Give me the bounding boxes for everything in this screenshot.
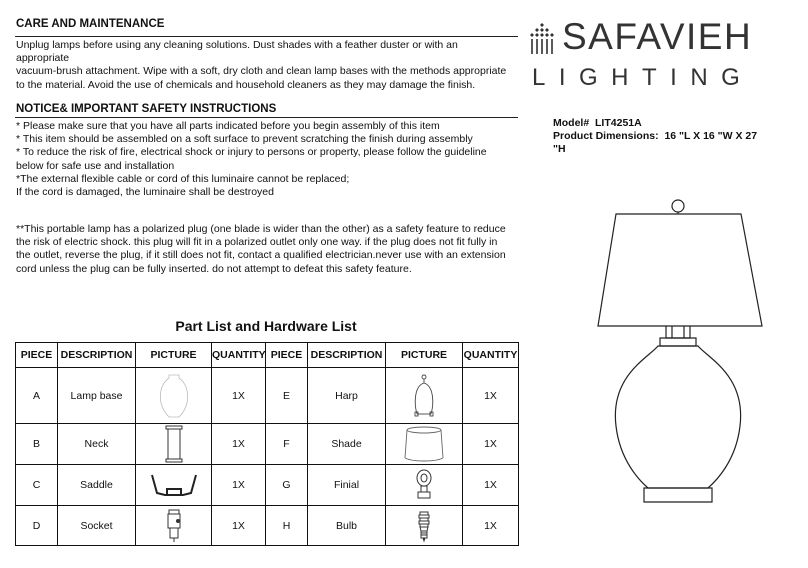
- table-row: [16, 465, 519, 506]
- piece-cell: G: [266, 465, 308, 506]
- column-header: PIECE: [16, 343, 58, 368]
- column-header: PIECE: [266, 343, 308, 368]
- plug-note-line: cord unless the plug can be fully inserted. do not attempt to defeat this safety feature.: [16, 262, 412, 275]
- dimensions-value-cont: "H: [553, 143, 566, 155]
- plug-note-line: the outlet, reverse the plug, if it still does not fit, contact a qualified electrician.never use with an extension: [16, 249, 506, 262]
- piece-cell: H: [266, 506, 308, 546]
- notice-line: *The external flexible cable or cord of this luminaire cannot be replaced;: [16, 172, 350, 185]
- model-value: LIT4251A: [595, 117, 642, 129]
- product-info: [553, 117, 757, 156]
- description-cell: Harp: [308, 368, 386, 424]
- bulb-icon: [414, 509, 434, 543]
- plug-note-line: **This portable lamp has a polarized plug (one blade is wider than the other) as a safety feature to reduce: [16, 223, 506, 235]
- shade-icon: [403, 425, 445, 463]
- piece-cell: F: [266, 424, 308, 465]
- care-heading: CARE AND MAINTENANCE: [16, 18, 165, 30]
- notice-line: below for safe use and installation: [16, 159, 175, 172]
- notice-line: If the cord is damaged, the luminaire shall be destroyed: [16, 186, 274, 199]
- description-cell: Saddle: [58, 465, 136, 506]
- plug-note: [16, 223, 506, 276]
- column-header: QUANTITY: [463, 343, 519, 368]
- parts-list-title: Part List and Hardware List: [175, 318, 357, 334]
- table-row: [16, 506, 519, 546]
- harp-icon: [409, 374, 439, 418]
- parts-table: [15, 342, 519, 546]
- picture-cell: [386, 506, 463, 546]
- divider: [15, 36, 518, 37]
- care-line: appropriate: [16, 52, 70, 65]
- finial-icon: [413, 468, 435, 502]
- description-cell: Finial: [308, 465, 386, 506]
- description-cell: Shade: [308, 424, 386, 465]
- picture-cell: [386, 424, 463, 465]
- notice-line: * Please make sure that you have all parts indicated before you begin assembly of this item: [16, 120, 440, 132]
- socket-icon: [166, 509, 182, 543]
- notice-line: * To reduce the risk of fire, electrical shock or injury to persons or property, please follow the guideline: [16, 146, 487, 159]
- picture-cell: [136, 506, 212, 546]
- picture-cell: [386, 465, 463, 506]
- notice-text: [16, 120, 487, 199]
- quantity-cell: 1X: [212, 424, 266, 465]
- quantity-cell: 1X: [212, 465, 266, 506]
- notice-line: * This item should be assembled on a soft surface to prevent scratching the finish during assembly: [16, 133, 473, 146]
- picture-cell: [136, 465, 212, 506]
- model-label: Model#: [553, 117, 590, 129]
- saddle-icon: [149, 469, 199, 501]
- description-cell: Neck: [58, 424, 136, 465]
- piece-cell: C: [16, 465, 58, 506]
- table-header-row: [16, 343, 519, 368]
- plug-note-line: the risk of electric shock. this plug will fit in a polarized outlet only one way. if the plug does not fit fully in: [16, 236, 498, 249]
- dimensions-value: 16 "L X 16 "W X 27: [664, 130, 758, 142]
- piece-cell: D: [16, 506, 58, 546]
- table-row: [16, 424, 519, 465]
- quantity-cell: 1X: [463, 506, 519, 546]
- quantity-cell: 1X: [212, 368, 266, 424]
- quantity-cell: 1X: [212, 506, 266, 546]
- care-line: to the material. Avoid the use of chemicals and household cleaners as they may damage the finish.: [16, 78, 476, 91]
- care-text: [16, 39, 506, 92]
- neck-icon: [164, 425, 184, 463]
- column-header: PICTURE: [386, 343, 463, 368]
- lamp-illustration-icon: [596, 196, 776, 508]
- notice-heading: NOTICE& IMPORTANT SAFETY INSTRUCTIONS: [16, 103, 277, 115]
- description-cell: Bulb: [308, 506, 386, 546]
- quantity-cell: 1X: [463, 465, 519, 506]
- piece-cell: A: [16, 368, 58, 424]
- brand-name: SAFAVIEH: [562, 16, 753, 57]
- piece-cell: B: [16, 424, 58, 465]
- column-header: QUANTITY: [212, 343, 266, 368]
- care-line: Unplug lamps before using any cleaning solutions. Dust shades with a feather duster or with an: [16, 39, 458, 51]
- column-header: DESCRIPTION: [58, 343, 136, 368]
- lamp-base-icon: [156, 373, 192, 419]
- care-line: vacuum-brush attachment. Wipe with a soft, dry cloth and clean lamp bases with the methods appropriate: [16, 65, 507, 78]
- brand-subtitle: LIGHTING: [532, 64, 754, 91]
- column-header: PICTURE: [136, 343, 212, 368]
- quantity-cell: 1X: [463, 424, 519, 465]
- table-row: [16, 368, 519, 424]
- divider: [15, 117, 518, 118]
- piece-cell: E: [266, 368, 308, 424]
- quantity-cell: 1X: [463, 368, 519, 424]
- dimensions-label: Product Dimensions:: [553, 130, 659, 142]
- column-header: DESCRIPTION: [308, 343, 386, 368]
- picture-cell: [136, 368, 212, 424]
- description-cell: Socket: [58, 506, 136, 546]
- picture-cell: [136, 424, 212, 465]
- description-cell: Lamp base: [58, 368, 136, 424]
- picture-cell: [386, 368, 463, 424]
